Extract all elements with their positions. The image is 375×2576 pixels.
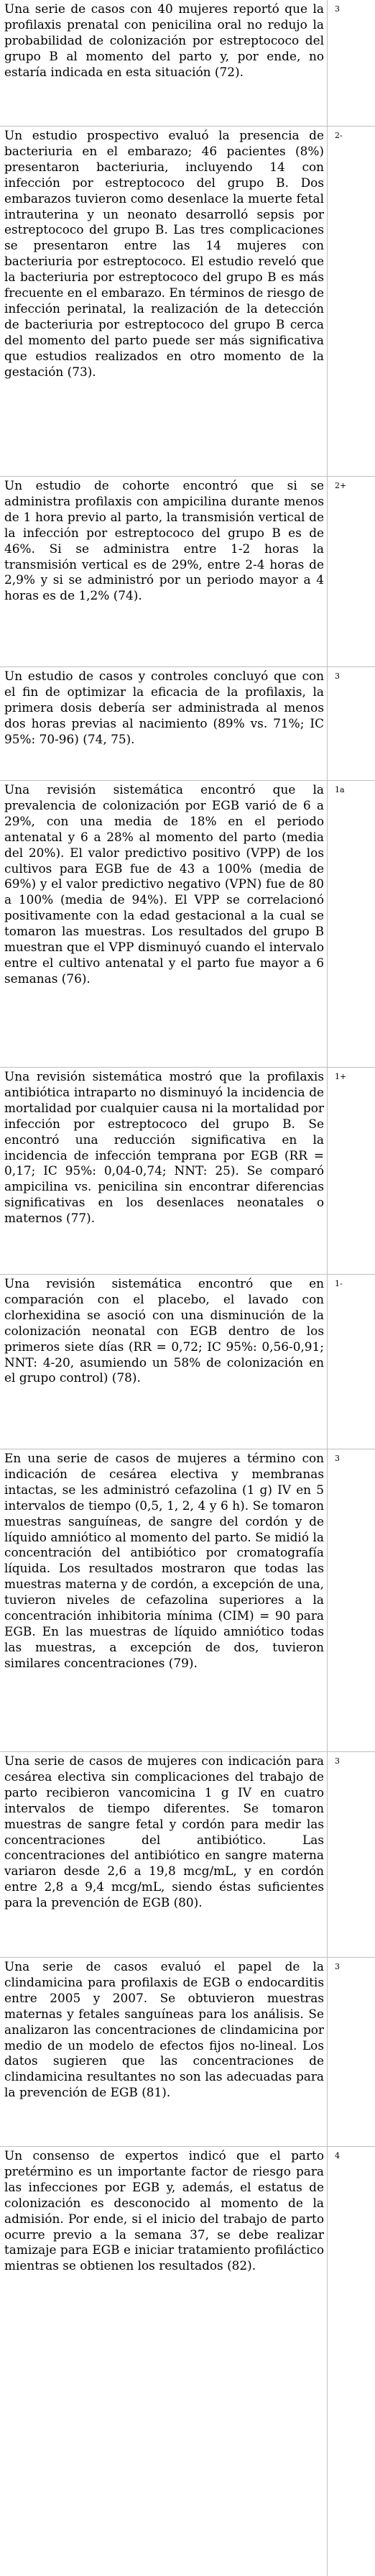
evidence-text: Una serie de casos evaluó el papel de la clindamicina para profilaxis de EGB o endocarditis entre 2005 y 2007. Se obtuvieron muestras maternas y fetales sanguíneas para los análisis. Se analizaron las concentraciones de clindamicina por medio de un modelo de efectos fijos no-lineal. Los datos sugieren que las concentraciones de clindamicina resultantes no son las adecuadas para la prevención de EGB (81).: [4, 1959, 324, 2100]
evidence-row: [0, 0, 375, 127]
evidence-level: 3: [327, 667, 375, 780]
evidence-row: [0, 1275, 375, 1449]
evidence-row: [0, 127, 375, 477]
evidence-level: 3: [327, 0, 375, 126]
evidence-row: [0, 1958, 375, 2147]
evidence-text: Una revisión sistemática mostró que la profilaxis antibiótica intraparto no disminuyó la incidencia de mortalidad por cualquier causa ni la mortalidad por infección por estreptococo del grupo B. Se encontró una reducción significativa en la incidencia de infección temprana por EGB (RR = 0,17; IC 95%: 0,04-0,74; NNT: 25). Se comparó ampicilina vs. penicilina sin encontrar diferencias significativas en los desenlaces neonatales o maternos (77).: [4, 1069, 324, 1226]
evidence-row: [0, 1449, 375, 1752]
evidence-text: Un estudio de casos y controles concluyó que con el fin de optimizar la eficacia de la profilaxis, la primera dosis debería ser administrada al menos dos horas previas al nacimiento (89% vs. 71%; IC 95%: 70-96) (74, 75).: [4, 669, 324, 746]
evidence-row: [0, 1068, 375, 1275]
evidence-text: Una serie de casos con 40 mujeres reportó que la profilaxis prenatal con penicilina oral no redujo la probabilidad de colonización por estreptococo del grupo B al momento del parto y, por ende, no estaría indicada en esta situación (72).: [4, 1, 324, 79]
evidence-level: 2-: [327, 127, 375, 476]
evidence-row: [0, 2147, 375, 2576]
evidence-level: 4: [327, 2147, 375, 2576]
evidence-row: [0, 1752, 375, 1958]
evidence-text: En una serie de casos de mujeres a término con indicación de cesárea electiva y membranas intactas, se les administró cefazolina (1 g) IV en 5 intervalos de tiempo (0,5, 1, 2, 4 y 6 h). Se tomaron muestras sanguíneas, de sangre del cordón y de líquido amniótico al momento del parto. Se midió la concentración del antibiótico por cromatografía líquida. Los resultados mostraron que todas las muestras materna y de cordón, a excepción de una, tuvieron niveles de cefazolina superiores a la concentración inhibitoria mínima (CIM) = 90 para EGB. En las muestras de líquido amniótico todas las muestras, a excepción de dos, tuvieron similares concentraciones (79).: [4, 1451, 324, 1670]
evidence-text: Una revisión sistemática encontró que la prevalencia de colonización por EGB varió de 6 a 29%, con una media de 18% en el periodo antenatal y 6 a 28% al momento del parto (media del 20%). El valor predictivo positivo (VPP) de los cultivos para EGB fue de 43 a 100% (media de 69%) y el valor predictivo negativo (VPN) fue de 80 a 100% (media de 94%). El VPP se correlacionó positivamente con la edad gestacional a la cual se tomaron las muestras. Los resultados del grupo B muestran que el VPP disminuyó cuando el intervalo entre el cultivo antenatal y el parto fue mayor a 6 semanas (76).: [4, 782, 324, 986]
evidence-row: [0, 781, 375, 1068]
evidence-row: [0, 667, 375, 781]
evidence-level: 1-: [327, 1275, 375, 1449]
evidence-level: 3: [327, 1958, 375, 2146]
evidence-row: [0, 477, 375, 667]
evidence-text: Un estudio prospectivo evaluó la presencia de bacteriuria en el embarazo; 46 pacientes (8%) presentaron bacteriuria, incluyendo 14 con infección por estreptococo del grupo B. Dos embarazos tuvieron como desenlace la muerte fetal intrauterina y un neonato desarrolló sepsis por estreptococo del grupo B. Las tres complicaciones se presentaron entre las 14 mujeres con bacteriuria por estreptococo. El estudio reveló que la bacteriuria por estreptococo del grupo B es más frecuente en el embarazo. En términos de riesgo de infección perinatal, la realización de la detección de bacteriuria por estreptococo del grupo B cerca del momento del parto puede ser más significativa que estudios realizados en otro momento de la gestación (73).: [4, 128, 324, 379]
evidence-text: Un estudio de cohorte encontró que si se administra profilaxis con ampicilina durante menos de 1 hora previo al parto, la transmisión vertical de la infección por estreptococo del grupo B es de 46%. Si se administra entre 1-2 horas la transmisión vertical es de 29%, entre 2-4 horas de 2,9% y si se administró por un periodo mayor a 4 horas es de 1,2% (74).: [4, 478, 324, 603]
evidence-text: Un consenso de expertos indicó que el parto pretérmino es un importante factor de riesgo para las infecciones por EGB y, además, el estatus de colonización es desconocido al momento de la admisión. Por ende, si el inicio del trabajo de parto ocurre previo a la semana 37, se debe realizar tamizaje para EGB e iniciar tratamiento profiláctico mientras se obtienen los resultados (82).: [4, 2148, 324, 2273]
evidence-text: Una serie de casos de mujeres con indicación para cesárea electiva sin complicaciones del trabajo de parto recibieron vancomicina 1 g IV en cuatro intervalos de tiempo diferentes. Se tomaron muestras de sangre fetal y cordón para medir las concentraciones del antibiótico. Las concentraciones del antibiótico en sangre materna variaron desde 2,6 a 19,8 mcg/mL, y en cordón entre 2,8 a 9,4 mcg/mL, siendo éstas suficientes para la prevención de EGB (80).: [4, 1754, 324, 1910]
evidence-level: 3: [327, 1752, 375, 1957]
evidence-text: Una revisión sistemática encontró que en comparación con el placebo, el lavado con clorhexidina se asoció con una disminución de la colonización neonatal con EGB dentro de los primeros siete días (RR = 0,72; IC 95%: 0,56-0,91; NNT: 4-20, asumiendo un 58% de colonización en el grupo control) (78).: [4, 1276, 324, 1385]
evidence-level: 3: [327, 1449, 375, 1751]
evidence-level: 1+: [327, 1068, 375, 1274]
evidence-level: 1a: [327, 781, 375, 1067]
evidence-level: 2+: [327, 477, 375, 666]
